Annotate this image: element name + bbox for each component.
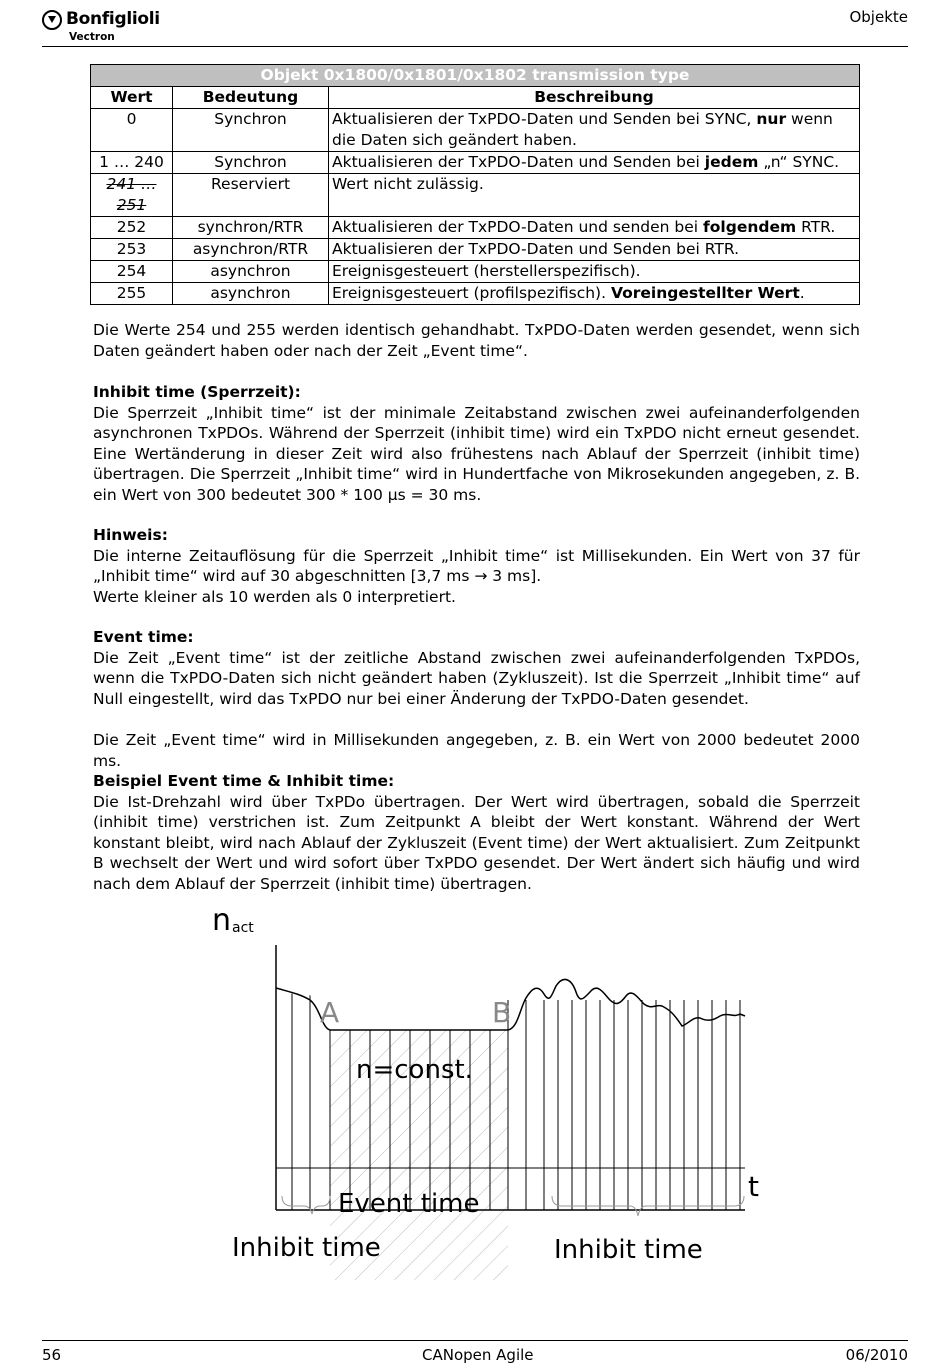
beschreibung-bold: nur xyxy=(756,110,787,128)
inhibit-heading: Inhibit time (Sperrzeit): xyxy=(93,383,301,401)
col-header-beschreibung: Beschreibung xyxy=(329,87,860,109)
inhibit-time-label-right: Inhibit time xyxy=(554,1235,703,1265)
point-a-label: A xyxy=(320,996,340,1029)
page-footer xyxy=(42,1340,908,1365)
cell-wert: 241 … 251 xyxy=(91,174,173,217)
beschreibung-pre: Aktualisieren der TxPDO-Daten und Senden bei xyxy=(332,153,705,171)
cell-beschreibung xyxy=(329,261,860,283)
beispiel-body: Die Ist-Drehzahl wird über TxPDo übertragen. Der Wert wird übertragen, sobald die Sperrzeit (inhibit time) verstrichen ist. Zum Zeitpunkt A bleibt der Wert konstant. Während der Wert konstant bleibt, wird nach Ablauf der Zykluszeit (Event time) der Wert aktualisiert. Zum Zeitpunkt B wechselt der Wert und wird sofort über TxPDO gesendet. Der Wert ändert sich häufig und wird nach dem Ablauf der Sperrzeit (inhibit time) übertragen. xyxy=(93,792,860,893)
beschreibung-post: RTR. xyxy=(796,218,836,236)
cell-wert: 254 xyxy=(91,261,173,283)
cell-beschreibung xyxy=(329,174,860,217)
table-row xyxy=(91,152,860,174)
section-beispiel xyxy=(93,771,860,894)
cell-bedeutung: Reserviert xyxy=(173,174,329,217)
cell-beschreibung xyxy=(329,217,860,239)
table-row xyxy=(91,239,860,261)
const-label: n=const. xyxy=(356,1055,473,1085)
brand-sub: Vectron xyxy=(69,31,115,43)
cell-wert: 253 xyxy=(91,239,173,261)
cell-beschreibung xyxy=(329,109,860,152)
page-number: 56 xyxy=(42,1346,62,1364)
cell-bedeutung: asynchron/RTR xyxy=(173,239,329,261)
x-axis-label: t xyxy=(748,1170,759,1203)
section-event xyxy=(93,627,860,709)
cell-beschreibung xyxy=(329,152,860,174)
beschreibung-bold: jedem xyxy=(704,153,759,171)
y-axis-sub: act xyxy=(232,920,254,936)
doc-title: CANopen Agile xyxy=(422,1346,534,1364)
event-body: Die Zeit „Event time“ ist der zeitliche Abstand zwischen zwei aufeinanderfolgenden TxPDOs, wenn die TxPDO-Daten sich nicht geändert haben (Zykluszeit). Ist die Sperrzeit „Inhibit time“ auf Null eingestellt, wird das TxPDO nur bei einer Änderung der TxPDO-Daten gesendet. xyxy=(93,648,860,708)
col-header-wert: Wert xyxy=(91,87,173,109)
intro-text: Die Werte 254 und 255 werden identisch gehandhabt. TxPDO-Daten werden gesendet, wenn sich Daten geändert haben oder nach der Zeit „Event time“. xyxy=(93,321,860,360)
event-time-label: Event time xyxy=(338,1189,480,1219)
table-row xyxy=(91,283,860,305)
paragraph-intro xyxy=(93,320,860,361)
table-row xyxy=(91,109,860,152)
beschreibung-pre: Wert nicht zulässig. xyxy=(332,175,484,193)
cell-bedeutung: Synchron xyxy=(173,152,329,174)
cell-beschreibung xyxy=(329,283,860,305)
cell-wert: 0 xyxy=(91,109,173,152)
inhibit-body: Die Sperrzeit „Inhibit time“ ist der minimale Zeitabstand zwischen zwei aufeinanderfolgenden asynchronen TxPDOs. Während der Sperrzeit (inhibit time) wird ein TxPDO nicht erneut gesendet. Eine Wertänderung in dieser Zeit wird also frühestens nach Ablauf der Sperrzeit (inhibit time) übertragen. Die Sperrzeit „Inhibit time“ wird in Hundertfache von Mikrosekunden angegeben, z. B. ein Wert von 300 bedeutet 300 * 100 µs = 30 ms. xyxy=(93,403,860,504)
cell-beschreibung xyxy=(329,239,860,261)
section-inhibit xyxy=(93,382,860,505)
table-row xyxy=(91,217,860,239)
hinweis-body-1: Die interne Zeitauflösung für die Sperrzeit „Inhibit time“ ist Millisekunden. Ein Wert von 37 für „Inhibit time“ wird auf 30 abgeschnitten [3,7 ms → 3 ms]. xyxy=(93,546,860,585)
beschreibung-pre: Aktualisieren der TxPDO-Daten und senden bei xyxy=(332,218,704,236)
event-body-2: Die Zeit „Event time“ wird in Millisekunden angegeben, z. B. ein Wert von 2000 bedeutet 2000 ms. xyxy=(93,731,860,770)
timing-diagram xyxy=(200,900,800,1280)
beschreibung-post: . xyxy=(799,284,805,302)
beschreibung-bold: Voreingestellter Wert xyxy=(610,284,800,302)
beschreibung-post: „n“ SYNC. xyxy=(758,153,840,171)
brand-name: Bonfiglioli xyxy=(66,9,160,29)
paragraph-event-2 xyxy=(93,730,860,771)
cell-wert: 255 xyxy=(91,283,173,305)
point-b-label: B xyxy=(492,996,512,1029)
inhibit-time-label-left: Inhibit time xyxy=(232,1233,381,1263)
section-title: Objekte xyxy=(849,8,908,26)
beispiel-heading: Beispiel Event time & Inhibit time: xyxy=(93,772,395,790)
event-heading: Event time: xyxy=(93,628,194,646)
cell-wert: 252 xyxy=(91,217,173,239)
hinweis-body-2: Werte kleiner als 10 werden als 0 interpretiert. xyxy=(93,587,456,606)
beschreibung-bold: folgendem xyxy=(703,218,797,236)
beschreibung-pre: Aktualisieren der TxPDO-Daten und Senden bei RTR. xyxy=(332,240,740,258)
table-caption: Objekt 0x1800/0x1801/0x1802 transmission type xyxy=(91,65,860,87)
table-row xyxy=(91,261,860,283)
hinweis-heading: Hinweis: xyxy=(93,526,168,544)
beschreibung-post: wenn die Daten sich geändert haben. xyxy=(332,110,833,149)
beschreibung-pre: Ereignisgesteuert (herstellerspezifisch). xyxy=(332,262,641,280)
cell-bedeutung: asynchron xyxy=(173,261,329,283)
cell-bedeutung: Synchron xyxy=(173,109,329,152)
inhibit-brace-right xyxy=(552,1196,744,1216)
cell-bedeutung: synchron/RTR xyxy=(173,217,329,239)
beschreibung-pre: Ereignisgesteuert (profilspezifisch). xyxy=(332,284,611,302)
beschreibung-pre: Aktualisieren der TxPDO-Daten und Senden bei SYNC, xyxy=(332,110,757,128)
doc-date: 06/2010 xyxy=(845,1346,908,1364)
table-row xyxy=(91,174,860,217)
cell-bedeutung: asynchron xyxy=(173,283,329,305)
page-header xyxy=(42,8,908,47)
y-axis-label: n xyxy=(212,903,232,938)
col-header-bedeutung: Bedeutung xyxy=(173,87,329,109)
cell-wert: 1 … 240 xyxy=(91,152,173,174)
bonfiglioli-logo-icon xyxy=(42,10,62,30)
section-hinweis xyxy=(93,525,860,607)
transmission-type-table xyxy=(90,64,860,305)
inhibit-brace-left xyxy=(282,1196,330,1214)
